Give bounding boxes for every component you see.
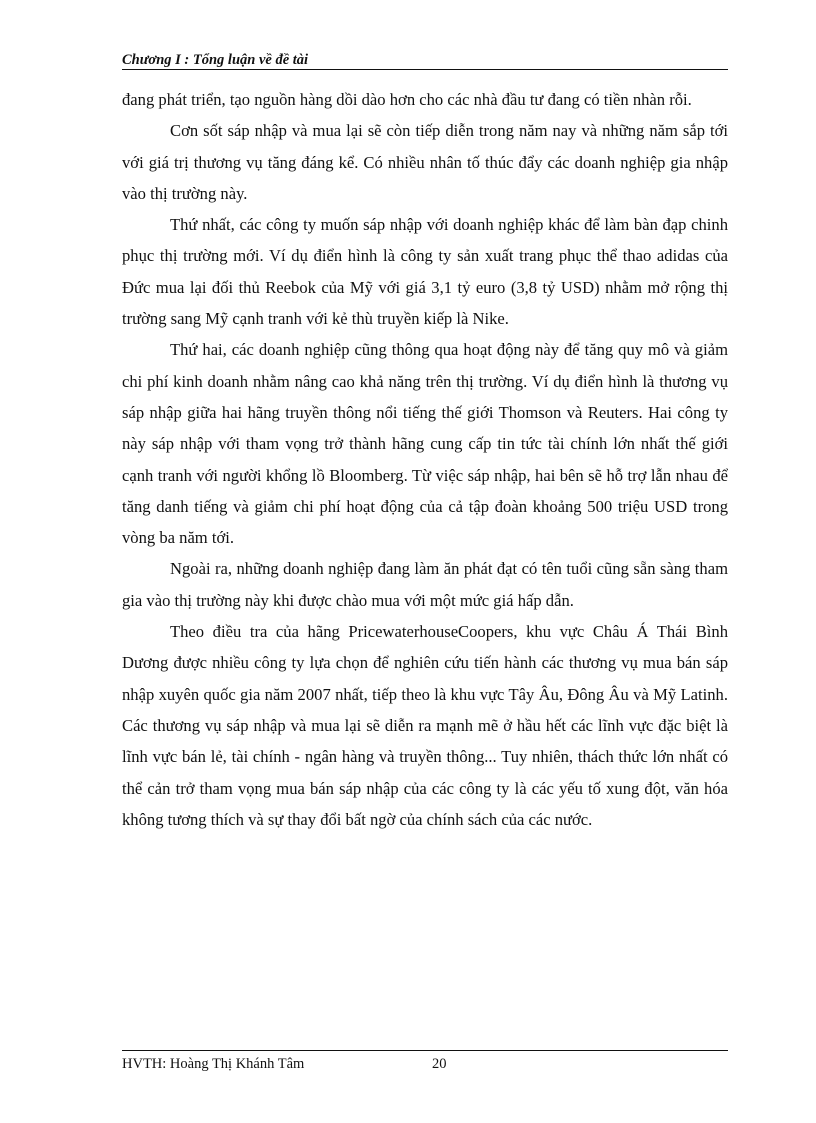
footer-author: HVTH: Hoàng Thị Khánh Tâm (122, 1056, 305, 1072)
paragraph-continuation: đang phát triển, tạo nguồn hàng dồi dào hơn cho các nhà đầu tư đang có tiền nhàn rỗi. (122, 90, 692, 109)
paragraph-ma-trend: Cơn sốt sáp nhập và mua lại sẽ còn tiếp diễn trong năm nay và những năm sắp tới với giá trị thương vụ tăng đáng kể. Có nhiều nhân tố thúc đẩy các doanh nghiệp gia nhập vào thị trường này. (122, 121, 728, 203)
paragraph-second-reason: Thứ hai, các doanh nghiệp cũng thông qua hoạt động này để tăng quy mô và giảm chi phí kinh doanh nhằm nâng cao khả năng trên thị trường. Ví dụ điển hình là thương vụ sáp nhập giữa hai hãng truyền thông nổi tiếng thế giới Thomson và Reuters. Hai công ty này sáp nhập với tham vọng trở thành hãng cung cấp tin tức tài chính lớn nhất thế giới cạnh tranh với người khổng lồ Bloomberg. Từ việc sáp nhập, hai bên sẽ hỗ trợ lẫn nhau để tăng danh tiếng và giảm chi phí hoạt động của cả tập đoàn khoảng 500 triệu USD trong vòng ba năm tới. (122, 340, 728, 548)
paragraph-pwc-survey: Theo điều tra của hãng PricewaterhouseCoopers, khu vực Châu Á Thái Bình Dương được nhiều công ty lựa chọn để nghiên cứu tiến hành các thương vụ mua bán sáp nhập xuyên quốc gia năm 2007 nhất, tiếp theo là khu vực Tây Âu, Đông Âu và Mỹ Latinh. Các thương vụ sáp nhập và mua lại sẽ diễn ra mạnh mẽ ở hầu hết các lĩnh vực đặc biệt là lĩnh vực bán lẻ, tài chính - ngân hàng và truyền thông... Tuy nhiên, thách thức lớn nhất có thể cản trở tham vọng mua bán sáp nhập của các công ty là các yếu tố xung đột, văn hóa không tương thích và sự thay đổi bất ngờ của chính sách của các nước. (122, 622, 728, 829)
chapter-header: Chương I : Tổng luận về đề tài (122, 52, 309, 68)
footer-rule (122, 1050, 728, 1051)
header-rule (122, 69, 728, 70)
body-text (122, 84, 728, 835)
page-number: 20 (432, 1056, 447, 1072)
paragraph-first-reason: Thứ nhất, các công ty muốn sáp nhập với doanh nghiệp khác để làm bàn đạp chinh phục thị trường mới. Ví dụ điển hình là công ty sản xuất trang phục thể thao adidas của Đức mua lại đối thủ Reebok của Mỹ với giá 3,1 tỷ euro (3,8 tỷ USD) nhằm mở rộng thị trường sang Mỹ cạnh tranh với kẻ thù truyền kiếp là Nike. (122, 215, 728, 329)
paragraph-other-reason: Ngoài ra, những doanh nghiệp đang làm ăn phát đạt có tên tuổi cũng sẵn sàng tham gia vào thị trường này khi được chào mua với một mức giá hấp dẫn. (122, 559, 728, 610)
